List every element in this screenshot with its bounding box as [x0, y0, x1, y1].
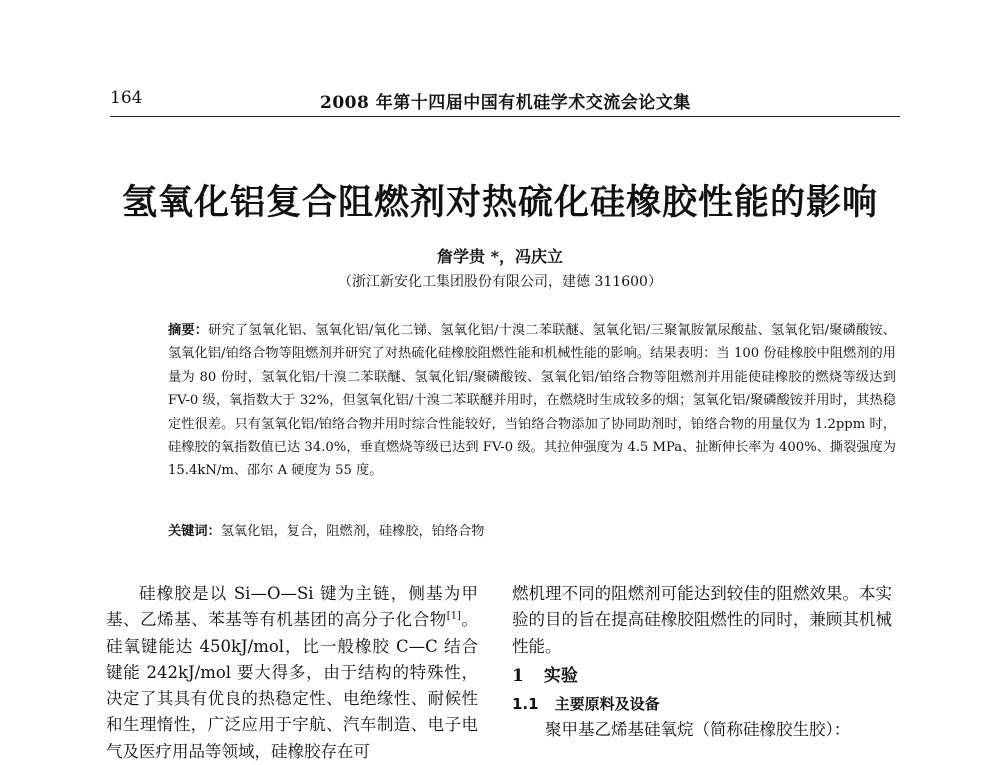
abstract-paragraph	[136, 319, 896, 483]
page-number: 164	[110, 88, 143, 108]
abstract-text: 研究了氢氧化铝、氢氧化铝/氧化二锑、氢氧化铝/十溴二苯联醚、氢氧化铝/三聚氰胺氰尿酸盐、氢氧化铝/聚磷酸铵、氢氧化铝/铂络合物等阻燃剂并研究了对热硫化硅橡胶阻燃性能和机械性能的影响。结果表明：当 100 份硅橡胶中阻燃剂的用量为 80 份时，氢氧化铝/十溴二苯联醚、氢氧化铝/聚磷酸铵、氢氧化铝/铂络合物等阻燃剂并用能使硅橡胶的燃烧等级达到 FV-0 级，氧指数大于 32%，但氢氧化铝/十溴二苯联醚并用时，在燃烧时生成较多的烟；氢氧化铝/聚磷酸铵并用时，其热稳定性很差。只有氢氧化铝/铂络合物并用时综合性能较好，当铂络合物添加了协同助剂时，铂络合物的用量仅为 1.2ppm 时，硅橡胶的氧指数值已达 34.0%，垂直燃烧等级已达到 FV-0 级。其拉伸强度为 4.5 MPa、扯断伸长率为 400%、撕裂强度为 15.4kN/m、邵尔 A 硬度为 55 度。	[168, 323, 896, 479]
citation-ref: [1]	[446, 610, 461, 622]
keywords	[168, 520, 888, 539]
intro-text-2: 。硅氧键能达 450kJ/mol，比一般橡胶 C—C 结合键能 242kJ/mol 要大得多，由于结构的特殊性，决定了其具有优良的热稳定性、电绝缘性、耐候性和生理惰性，广泛应用于宇航、汽车制造、电子电气及医疗用品等领域，硅橡胶存在可	[106, 610, 479, 761]
intro-continuation: 燃机理不同的阻燃剂可能达到较佳的阻燃效果。本实验的目的旨在提高硅橡胶阻燃性的同时，兼顾其机械性能。	[512, 584, 892, 656]
article-title: 氢氧化铝复合阻燃剂对热硫化硅橡胶性能的影响	[121, 182, 878, 223]
journal-title: 2008 年第十四届中国有机硅学术交流会论文集	[320, 93, 691, 113]
abstract-label: 摘要：	[168, 323, 209, 338]
subsection-number: 1.1	[512, 695, 539, 714]
article-authors: 詹学贵 *，冯庆立	[437, 247, 563, 266]
abstract	[136, 319, 896, 483]
section-number: 1	[512, 665, 524, 686]
intro-text-1: 硅橡胶是以 Si—O—Si 键为主链，侧基为甲基、乙烯基、苯基等有机基团的高分子化合物	[106, 584, 478, 630]
section-heading	[512, 663, 892, 689]
keywords-label: 关键词：	[168, 524, 221, 539]
keywords-text: 氢氧化铝，复合，阻燃剂，硅橡胶，铂络合物	[220, 524, 485, 539]
intro-paragraph	[106, 581, 478, 765]
body-column-left	[106, 581, 478, 765]
running-header	[110, 86, 900, 122]
section-title: 实验	[543, 665, 578, 686]
article-affiliation: （浙江新安化工集团股份有限公司，建德 311600）	[338, 274, 662, 290]
header-rule	[110, 116, 900, 117]
body-column-right	[512, 581, 892, 744]
materials-text: 聚甲基乙烯基硅氧烷（简称硅橡胶生胶）：	[545, 720, 851, 740]
subsection-heading	[512, 691, 892, 717]
subsection-title: 主要原料及设备	[554, 695, 660, 714]
